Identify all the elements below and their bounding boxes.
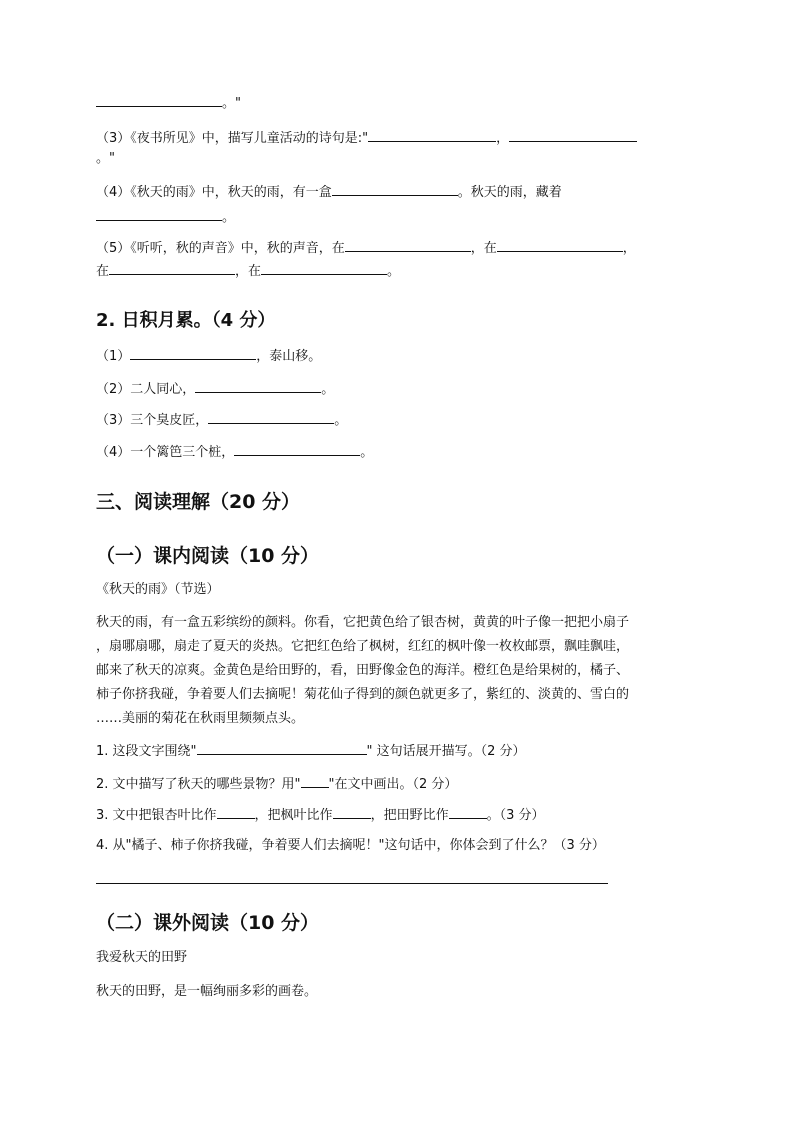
q1-item-3	[96, 127, 637, 149]
passage-line: ，扇哪扇哪，扇走了夏天的炎热。它把红色给了枫树，红红的枫叶像一枚枚邮票，飘哇飘哇，	[96, 639, 630, 654]
text: 。秋天的雨，藏着	[457, 185, 562, 200]
answer-blank[interactable]	[197, 740, 367, 755]
q2-item-1	[96, 345, 321, 367]
passage-line: ……美丽的菊花在秋雨里频频点头。	[96, 711, 305, 726]
text: 在	[96, 264, 110, 279]
question-text: （3）《夜书所见》中，描写儿童活动的诗句是:"	[96, 131, 369, 146]
text: （4）一个篱笆三个桩，	[96, 445, 235, 460]
answer-blank[interactable]	[332, 181, 458, 196]
text: ，在	[235, 264, 262, 279]
answer-blank[interactable]	[195, 378, 321, 393]
reading-question-1	[96, 740, 526, 762]
text: 。	[321, 382, 335, 397]
answer-blank[interactable]	[368, 127, 496, 142]
part-1-heading: （一）课内阅读（10 分）	[96, 545, 320, 567]
answer-blank[interactable]	[96, 92, 222, 107]
q1-item-5-cont	[96, 260, 400, 282]
text: ，	[622, 241, 636, 256]
question-text: 3. 文中把银杏叶比作	[96, 808, 217, 823]
question-text: ，把枫叶比作	[254, 808, 333, 823]
text: 。	[360, 445, 374, 460]
answer-blank[interactable]	[449, 804, 487, 819]
passage-line: 邮来了秋天的凉爽。金黄色是给田野的，看，田野像金色的海洋。橙红色是给果树的，橘子、	[96, 663, 630, 678]
answer-blank[interactable]	[208, 409, 334, 424]
question-text: 。（3 分）	[486, 808, 545, 823]
answer-blank[interactable]	[217, 804, 255, 819]
q2-item-3	[96, 409, 347, 431]
text: （3）三个臭皮匠，	[96, 413, 209, 428]
question-text: " 这句话展开描写。（2 分）	[366, 744, 526, 759]
q2-item-2	[96, 378, 334, 400]
answer-blank[interactable]	[345, 237, 471, 252]
text: （2）二人同心，	[96, 382, 196, 397]
q1-item-4-cont	[96, 206, 235, 228]
answer-blank[interactable]	[509, 127, 637, 142]
reading-question-4: 4. 从"橘子、柿子你挤我碰，争着要人们去摘呢！"这句话中，你体会到了什么？（3 分）	[96, 838, 605, 853]
q2-heading: 2. 日积月累。（4 分）	[96, 310, 276, 331]
passage-line: 柿子你挤我碰，争着要人们去摘呢！菊花仙子得到的颜色就更多了，紫红的、淡黄的、雪白的	[96, 687, 630, 702]
answer-blank[interactable]	[109, 260, 235, 275]
q1-item-5	[96, 237, 636, 259]
q1-item-4	[96, 181, 562, 203]
passage-line: 秋天的田野，是一幅绚丽多彩的画卷。	[96, 984, 318, 999]
question-text: ，把田野比作	[370, 808, 449, 823]
q1-item-3-end	[96, 149, 115, 169]
text: 。"	[96, 151, 115, 166]
question-text: （4）《秋天的雨》中，秋天的雨，有一盒	[96, 185, 332, 200]
text: 。	[222, 210, 236, 225]
answer-blank[interactable]	[234, 441, 360, 456]
part-2-heading: （二）课外阅读（10 分）	[96, 912, 320, 934]
reading-question-2	[96, 773, 457, 795]
answer-blank[interactable]	[261, 260, 387, 275]
answer-line[interactable]	[96, 883, 608, 884]
answer-blank[interactable]	[333, 804, 371, 819]
q2-item-4	[96, 441, 373, 463]
answer-blank[interactable]	[130, 345, 256, 360]
text: （1）	[96, 349, 131, 364]
question-text: "在文中画出。（2 分）	[328, 777, 458, 792]
q1-line-2	[96, 92, 241, 114]
answer-blank[interactable]	[301, 773, 329, 788]
text: ，	[496, 131, 510, 146]
text: 。"	[222, 96, 241, 111]
question-text: 2. 文中描写了秋天的哪些景物？用"	[96, 777, 301, 792]
text: ，在	[470, 241, 497, 256]
text: 。	[387, 264, 401, 279]
section-3-heading: 三、阅读理解（20 分）	[96, 491, 301, 513]
passage-source: 《秋天的雨》（节选）	[96, 582, 220, 597]
text: 。	[334, 413, 348, 428]
text: ，泰山移。	[256, 349, 322, 364]
passage-title: 我爱秋天的田野	[96, 950, 188, 965]
answer-blank[interactable]	[497, 237, 623, 252]
reading-question-3	[96, 804, 544, 826]
question-text: （5）《听听，秋的声音》中，秋的声音，在	[96, 241, 345, 256]
answer-blank[interactable]	[96, 206, 222, 221]
question-text: 1. 这段文字围绕"	[96, 744, 197, 759]
passage-line: 秋天的雨，有一盒五彩缤纷的颜料。你看，它把黄色给了银杏树，黄黄的叶子像一把把小扇子	[96, 615, 630, 630]
